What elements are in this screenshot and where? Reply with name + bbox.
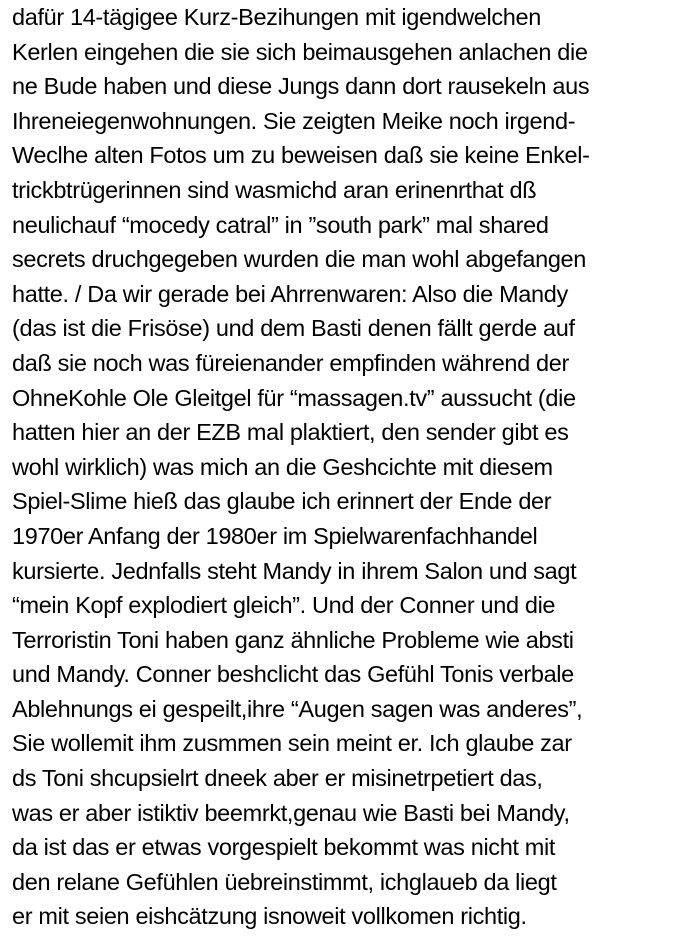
text-line: (das ist die Frisöse) und dem Basti denen fällt gerde auf bbox=[12, 315, 575, 342]
text-line: Sie wollemit ihm zusmmen sein meint er. Ich glaube zar bbox=[12, 730, 572, 757]
text-line: Weclhe alten Fotos um zu beweisen daß sie keine Enkel- bbox=[12, 142, 590, 169]
text-line: hatten hier an der EZB mal plaktiert, den sender gibt es bbox=[12, 419, 569, 446]
text-line: secrets druchgegeben wurden die man wohl abgefangen bbox=[12, 246, 586, 273]
text-line: ne Bude haben und diese Jungs dann dort rausekeln aus bbox=[12, 73, 590, 100]
text-line: neulichauf “mocedy catral” in ”south park” mal shared bbox=[12, 211, 549, 238]
text-line: Kerlen eingehen die sie sich beimausgehen anlachen die bbox=[12, 38, 588, 65]
text-line: daß sie noch was füreienander empfinden während der bbox=[12, 349, 569, 376]
text-line: 1970er Anfang der 1980er im Spielwarenfachhandel bbox=[12, 522, 538, 549]
text-line: da ist das er etwas vorgespielt bekommt was nicht mit bbox=[12, 834, 556, 861]
text-line: OhneKohle Ole Gleitgel für “massagen.tv” aussucht (die bbox=[12, 384, 576, 411]
text-line: trickbtrügerinnen sind wasmichd aran erinenrthat dß bbox=[12, 176, 537, 203]
text-line: “mein Kopf explodiert gleich”. Und der Conner und die bbox=[12, 592, 556, 619]
text-line: den relane Gefühlen üebreinstimmt, ichglaueb da liegt bbox=[12, 868, 557, 895]
body-text bbox=[12, 0, 680, 934]
text-line: Ablehnungs ei gespeilt,ihre “Augen sagen was anderes”, bbox=[12, 695, 583, 722]
text-line: und Mandy. Conner beshclicht das Gefühl Tonis verbale bbox=[12, 661, 574, 688]
text-line: Ihreneiegenwohnungen. Sie zeigten Meike noch irgend- bbox=[12, 107, 576, 134]
text-line: kursierte. Jednfalls steht Mandy in ihrem Salon und sagt bbox=[12, 557, 577, 584]
text-line: ds Toni shcupsielrt dneek aber er misinetrpetiert das, bbox=[12, 765, 543, 792]
text-line: wohl wirklich) was mich an die Geshcichte mit diesem bbox=[12, 453, 553, 480]
text-line: dafür 14-tägigee Kurz-Bezihungen mit igendwelchen bbox=[12, 4, 541, 30]
text-line: Terroristin Toni haben ganz ähnliche Probleme wie absti bbox=[12, 626, 574, 653]
text-line: Spiel-Slime hieß das glaube ich erinnert der Ende der bbox=[12, 488, 552, 515]
text-line: er mit seien eishcätzung isnoweit vollkomen richtig. bbox=[12, 903, 527, 930]
text-line: hatte. / Da wir gerade bei Ahrrenwaren: Also die Mandy bbox=[12, 280, 568, 307]
text-line: was er aber istiktiv beemrkt,genau wie Basti bei Mandy, bbox=[12, 799, 570, 826]
